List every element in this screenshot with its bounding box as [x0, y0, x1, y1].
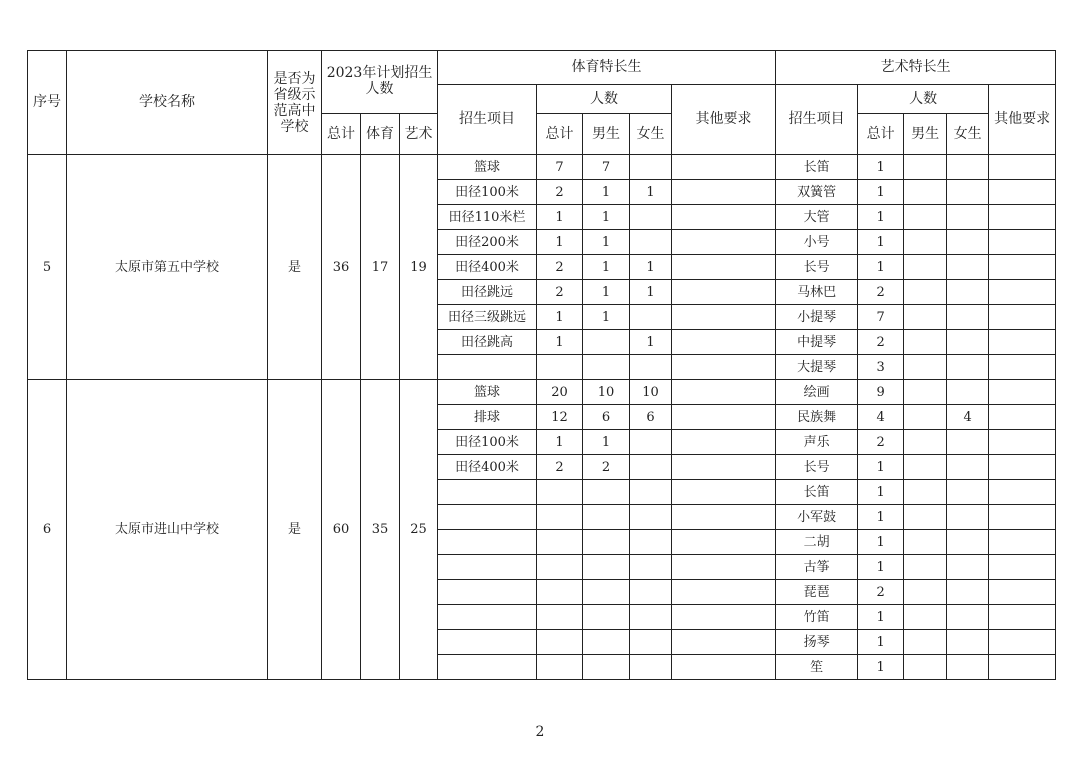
sports-female	[630, 305, 672, 330]
sports-total: 1	[537, 430, 583, 455]
arts-male	[904, 605, 947, 630]
sports-item: 田径跳高	[438, 330, 537, 355]
sports-male: 1	[583, 205, 630, 230]
arts-male	[904, 430, 947, 455]
sports-total	[537, 580, 583, 605]
arts-female	[947, 480, 989, 505]
arts-female: 4	[947, 405, 989, 430]
arts-other	[989, 605, 1056, 630]
arts-female	[947, 555, 989, 580]
sports-total: 1	[537, 330, 583, 355]
sports-male	[583, 505, 630, 530]
arts-male	[904, 455, 947, 480]
sports-total	[537, 630, 583, 655]
arts-male	[904, 330, 947, 355]
arts-item: 笙	[776, 655, 858, 680]
arts-total: 2	[858, 580, 904, 605]
sports-female	[630, 455, 672, 480]
arts-female	[947, 580, 989, 605]
sports-male: 6	[583, 405, 630, 430]
arts-other	[989, 205, 1056, 230]
arts-other	[989, 330, 1056, 355]
header-arts-other: 其他要求	[989, 85, 1056, 155]
arts-total: 1	[858, 505, 904, 530]
header-sports-female: 女生	[630, 114, 672, 155]
sports-male: 1	[583, 230, 630, 255]
school-seq: 6	[28, 380, 67, 680]
arts-item: 竹笛	[776, 605, 858, 630]
sports-female	[630, 205, 672, 230]
arts-male	[904, 180, 947, 205]
sports-total: 20	[537, 380, 583, 405]
arts-item: 长号	[776, 255, 858, 280]
sports-total: 2	[537, 180, 583, 205]
sports-male: 7	[583, 155, 630, 180]
arts-item: 绘画	[776, 380, 858, 405]
arts-female	[947, 605, 989, 630]
sports-item: 篮球	[438, 155, 537, 180]
sports-item: 田径200米	[438, 230, 537, 255]
arts-total: 2	[858, 330, 904, 355]
sports-total: 12	[537, 405, 583, 430]
header-arts-group: 艺术特长生	[776, 51, 1056, 85]
sports-other	[672, 430, 776, 455]
sports-other	[672, 280, 776, 305]
arts-other	[989, 555, 1056, 580]
arts-other	[989, 405, 1056, 430]
arts-item: 长号	[776, 455, 858, 480]
arts-total: 1	[858, 155, 904, 180]
arts-total: 3	[858, 355, 904, 380]
school-provincial: 是	[268, 155, 322, 380]
arts-total: 1	[858, 555, 904, 580]
sports-female	[630, 480, 672, 505]
sports-other	[672, 580, 776, 605]
header-sports-total: 总计	[537, 114, 583, 155]
arts-other	[989, 630, 1056, 655]
arts-item: 双簧管	[776, 180, 858, 205]
arts-other	[989, 155, 1056, 180]
header-sports-group: 体育特长生	[438, 51, 776, 85]
sports-male: 1	[583, 180, 630, 205]
sports-female	[630, 430, 672, 455]
table-row	[28, 380, 1056, 405]
sports-total: 1	[537, 205, 583, 230]
sports-total	[537, 655, 583, 680]
header-school-name: 学校名称	[67, 51, 268, 155]
arts-other	[989, 255, 1056, 280]
sports-female: 1	[630, 255, 672, 280]
arts-female	[947, 305, 989, 330]
sports-female	[630, 580, 672, 605]
sports-male: 2	[583, 455, 630, 480]
arts-item: 二胡	[776, 530, 858, 555]
arts-male	[904, 630, 947, 655]
sports-item	[438, 605, 537, 630]
arts-total: 4	[858, 405, 904, 430]
header-seq: 序号	[28, 51, 67, 155]
sports-other	[672, 555, 776, 580]
arts-male	[904, 205, 947, 230]
arts-item: 声乐	[776, 430, 858, 455]
sports-total: 2	[537, 255, 583, 280]
arts-item: 小号	[776, 230, 858, 255]
sports-total	[537, 555, 583, 580]
sports-item: 排球	[438, 405, 537, 430]
arts-male	[904, 155, 947, 180]
arts-female	[947, 255, 989, 280]
sports-total	[537, 480, 583, 505]
arts-item: 扬琴	[776, 630, 858, 655]
arts-item: 长笛	[776, 155, 858, 180]
sports-other	[672, 630, 776, 655]
table-row	[28, 155, 1056, 180]
sports-female	[630, 230, 672, 255]
page-number: 2	[535, 724, 545, 740]
school-name: 太原市第五中学校	[67, 155, 268, 380]
sports-male	[583, 580, 630, 605]
sports-item: 田径400米	[438, 455, 537, 480]
arts-female	[947, 530, 989, 555]
arts-male	[904, 530, 947, 555]
arts-other	[989, 430, 1056, 455]
arts-female	[947, 280, 989, 305]
arts-other	[989, 180, 1056, 205]
arts-male	[904, 480, 947, 505]
sports-other	[672, 205, 776, 230]
arts-female	[947, 455, 989, 480]
header-arts-item: 招生项目	[776, 85, 858, 155]
header-plan-2023: 2023年计划招生人数	[322, 51, 438, 114]
sports-other	[672, 405, 776, 430]
arts-male	[904, 280, 947, 305]
sports-female: 1	[630, 280, 672, 305]
sports-male	[583, 605, 630, 630]
sports-other	[672, 530, 776, 555]
arts-item: 马林巴	[776, 280, 858, 305]
header-sports-count: 人数	[537, 85, 672, 114]
sports-total: 1	[537, 230, 583, 255]
sports-other	[672, 330, 776, 355]
sports-item: 田径100米	[438, 180, 537, 205]
sports-male: 1	[583, 305, 630, 330]
table-body	[28, 155, 1056, 680]
arts-other	[989, 280, 1056, 305]
arts-total: 1	[858, 230, 904, 255]
arts-total: 1	[858, 530, 904, 555]
header-sports-other: 其他要求	[672, 85, 776, 155]
sports-female: 6	[630, 405, 672, 430]
sports-female	[630, 355, 672, 380]
sports-other	[672, 230, 776, 255]
sports-item: 田径三级跳远	[438, 305, 537, 330]
arts-male	[904, 405, 947, 430]
arts-total: 1	[858, 655, 904, 680]
header-sports-item: 招生项目	[438, 85, 537, 155]
sports-total	[537, 505, 583, 530]
sports-male: 10	[583, 380, 630, 405]
sports-other	[672, 455, 776, 480]
sports-male	[583, 655, 630, 680]
header-sports-male: 男生	[583, 114, 630, 155]
header-arts-count: 人数	[858, 85, 989, 114]
sports-total	[537, 355, 583, 380]
sports-female	[630, 155, 672, 180]
arts-other	[989, 355, 1056, 380]
sports-female	[630, 605, 672, 630]
arts-item: 大管	[776, 205, 858, 230]
header-arts-male: 男生	[904, 114, 947, 155]
sports-other	[672, 305, 776, 330]
arts-total: 2	[858, 280, 904, 305]
sports-female	[630, 505, 672, 530]
sports-other	[672, 355, 776, 380]
sports-item	[438, 355, 537, 380]
sports-item	[438, 505, 537, 530]
arts-other	[989, 305, 1056, 330]
arts-total: 1	[858, 480, 904, 505]
arts-other	[989, 480, 1056, 505]
arts-male	[904, 555, 947, 580]
arts-item: 中提琴	[776, 330, 858, 355]
arts-other	[989, 530, 1056, 555]
arts-total: 1	[858, 180, 904, 205]
plan-total: 36	[322, 155, 361, 380]
arts-total: 1	[858, 630, 904, 655]
arts-female	[947, 355, 989, 380]
arts-female	[947, 180, 989, 205]
sports-female: 1	[630, 330, 672, 355]
arts-female	[947, 655, 989, 680]
sports-item	[438, 530, 537, 555]
sports-other	[672, 605, 776, 630]
arts-male	[904, 655, 947, 680]
arts-male	[904, 505, 947, 530]
arts-male	[904, 305, 947, 330]
arts-other	[989, 655, 1056, 680]
school-seq: 5	[28, 155, 67, 380]
arts-total: 1	[858, 255, 904, 280]
plan-arts: 19	[400, 155, 438, 380]
sports-female	[630, 555, 672, 580]
sports-other	[672, 480, 776, 505]
header-arts-female: 女生	[947, 114, 989, 155]
arts-item: 长笛	[776, 480, 858, 505]
sports-male: 1	[583, 280, 630, 305]
arts-other	[989, 380, 1056, 405]
arts-item: 小提琴	[776, 305, 858, 330]
sports-item: 田径跳远	[438, 280, 537, 305]
sports-female	[630, 530, 672, 555]
school-provincial: 是	[268, 380, 322, 680]
sports-other	[672, 380, 776, 405]
sports-other	[672, 655, 776, 680]
arts-total: 1	[858, 605, 904, 630]
sports-item: 田径400米	[438, 255, 537, 280]
arts-male	[904, 355, 947, 380]
arts-item: 民族舞	[776, 405, 858, 430]
plan-total: 60	[322, 380, 361, 680]
sports-male	[583, 555, 630, 580]
arts-other	[989, 230, 1056, 255]
arts-female	[947, 430, 989, 455]
arts-item: 古筝	[776, 555, 858, 580]
sports-item	[438, 580, 537, 605]
sports-female: 10	[630, 380, 672, 405]
sports-total: 2	[537, 455, 583, 480]
header-plan-sports: 体育	[361, 114, 400, 155]
sports-item: 篮球	[438, 380, 537, 405]
plan-sports: 17	[361, 155, 400, 380]
arts-other	[989, 505, 1056, 530]
sports-other	[672, 255, 776, 280]
arts-other	[989, 580, 1056, 605]
sports-total	[537, 530, 583, 555]
arts-female	[947, 380, 989, 405]
school-name: 太原市进山中学校	[67, 380, 268, 680]
header-plan-total: 总计	[322, 114, 361, 155]
sports-male	[583, 630, 630, 655]
sports-female	[630, 630, 672, 655]
arts-total: 2	[858, 430, 904, 455]
sports-other	[672, 155, 776, 180]
arts-female	[947, 155, 989, 180]
arts-item: 小军鼓	[776, 505, 858, 530]
sports-male	[583, 530, 630, 555]
sports-female: 1	[630, 180, 672, 205]
sports-item	[438, 480, 537, 505]
sports-male: 1	[583, 255, 630, 280]
sports-male: 1	[583, 430, 630, 455]
arts-male	[904, 580, 947, 605]
sports-total: 7	[537, 155, 583, 180]
header-plan-arts: 艺术	[400, 114, 438, 155]
arts-female	[947, 230, 989, 255]
arts-item: 大提琴	[776, 355, 858, 380]
arts-item: 琵琶	[776, 580, 858, 605]
arts-male	[904, 380, 947, 405]
sports-other	[672, 505, 776, 530]
sports-item	[438, 555, 537, 580]
arts-male	[904, 230, 947, 255]
sports-female	[630, 655, 672, 680]
sports-total	[537, 605, 583, 630]
sports-other	[672, 180, 776, 205]
arts-female	[947, 630, 989, 655]
arts-total: 1	[858, 455, 904, 480]
admissions-table	[27, 50, 1056, 680]
sports-male	[583, 480, 630, 505]
arts-female	[947, 330, 989, 355]
arts-female	[947, 505, 989, 530]
header-provincial-model: 是否为省级示范高中学校	[268, 51, 322, 155]
arts-total: 9	[858, 380, 904, 405]
sports-item: 田径110米栏	[438, 205, 537, 230]
header-arts-total: 总计	[858, 114, 904, 155]
arts-total: 7	[858, 305, 904, 330]
arts-total: 1	[858, 205, 904, 230]
arts-other	[989, 455, 1056, 480]
sports-male	[583, 355, 630, 380]
arts-male	[904, 255, 947, 280]
sports-item: 田径100米	[438, 430, 537, 455]
sports-item	[438, 655, 537, 680]
arts-female	[947, 205, 989, 230]
plan-sports: 35	[361, 380, 400, 680]
sports-male	[583, 330, 630, 355]
sports-total: 1	[537, 305, 583, 330]
plan-arts: 25	[400, 380, 438, 680]
sports-item	[438, 630, 537, 655]
sports-total: 2	[537, 280, 583, 305]
